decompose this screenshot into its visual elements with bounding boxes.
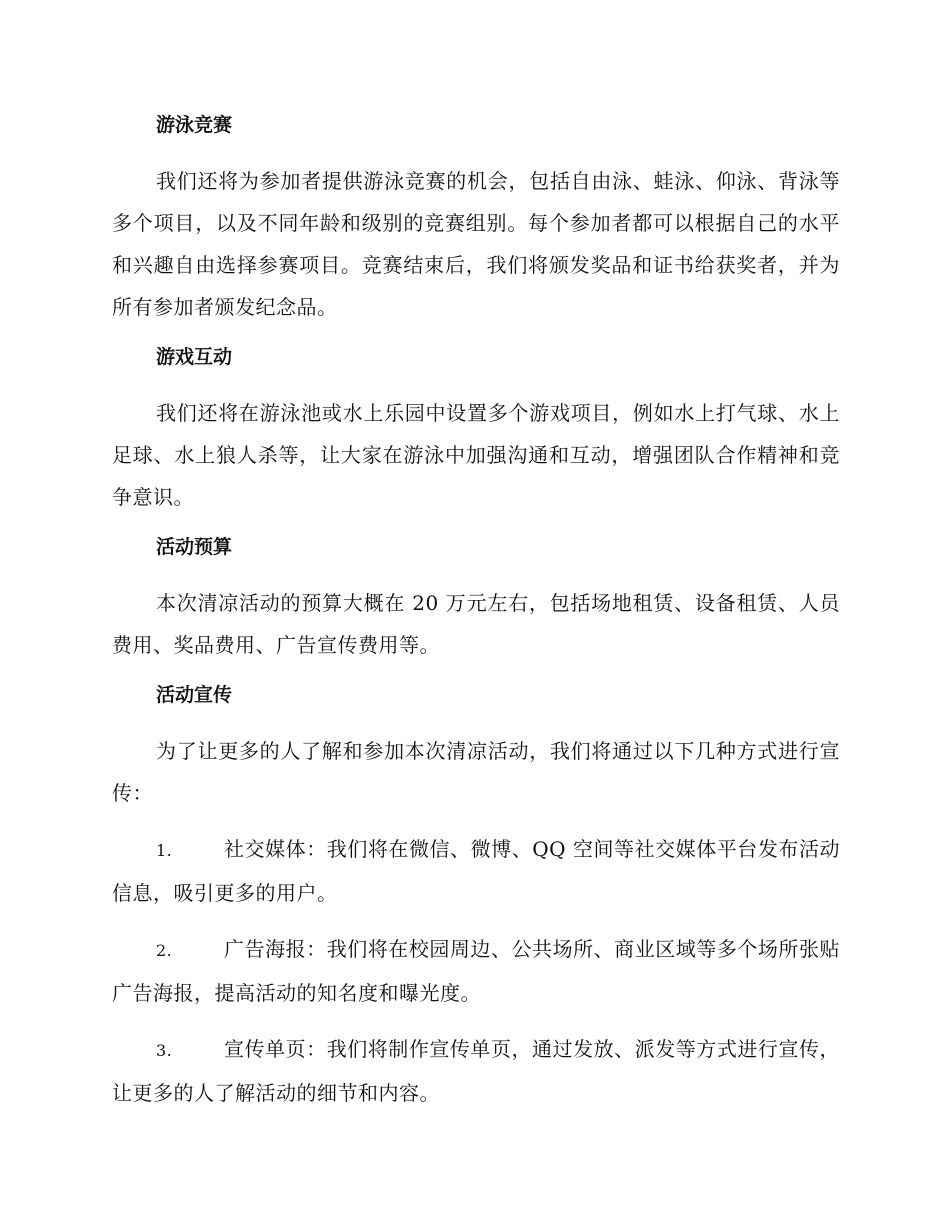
list-item-text: 社交媒体：我们将在微信、微博、QQ 空间等社交媒体平台发布活动信息，吸引更多的用户。 (112, 837, 840, 905)
section-paragraph-publicity: 为了让更多的人了解和参加本次清凉活动，我们将通过以下几种方式进行宣传： (112, 739, 840, 805)
section-heading-swimming-competition: 游泳竞赛 (156, 114, 233, 136)
list-item-number: 3. (156, 1041, 173, 1060)
section-paragraph-swimming-competition: 我们还将为参加者提供游泳竞赛的机会，包括自由泳、蛙泳、仰泳、背泳等多个项目，以及不同年龄和级别的竞赛组别。每个参加者都可以根据自己的水平和兴趣自由选择参赛项目。竞赛结束后，我们将颁发奖品和证书给获奖者，并为所有参加者颁发纪念品。 (112, 169, 840, 319)
section-paragraph-budget: 本次清凉活动的预算大概在 20 万元左右，包括场地租赁、设备租赁、人员费用、奖品费用、广告宣传费用等。 (112, 591, 840, 657)
section-heading-publicity: 活动宣传 (156, 684, 233, 706)
list-item-text: 宣传单页：我们将制作宣传单页，通过发放、派发等方式进行宣传，让更多的人了解活动的细节和内容。 (112, 1037, 840, 1105)
section-heading-budget: 活动预算 (156, 536, 233, 558)
section-heading-game-interaction: 游戏互动 (156, 346, 233, 368)
list-item-text: 广告海报：我们将在校园周边、公共场所、商业区域等多个场所张贴广告海报，提高活动的知名度和曝光度。 (112, 937, 840, 1005)
list-item-number: 1. (156, 841, 173, 860)
list-item (112, 828, 840, 914)
document-body (112, 110, 840, 1128)
section-paragraph-game-interaction: 我们还将在游泳池或水上乐园中设置多个游戏项目，例如水上打气球、水上足球、水上狼人杀等，让大家在游泳中加强沟通和互动，增强团队合作精神和竞争意识。 (112, 401, 840, 509)
list-item-number: 2. (156, 941, 173, 960)
list-item (112, 1028, 840, 1114)
list-item (112, 928, 840, 1014)
